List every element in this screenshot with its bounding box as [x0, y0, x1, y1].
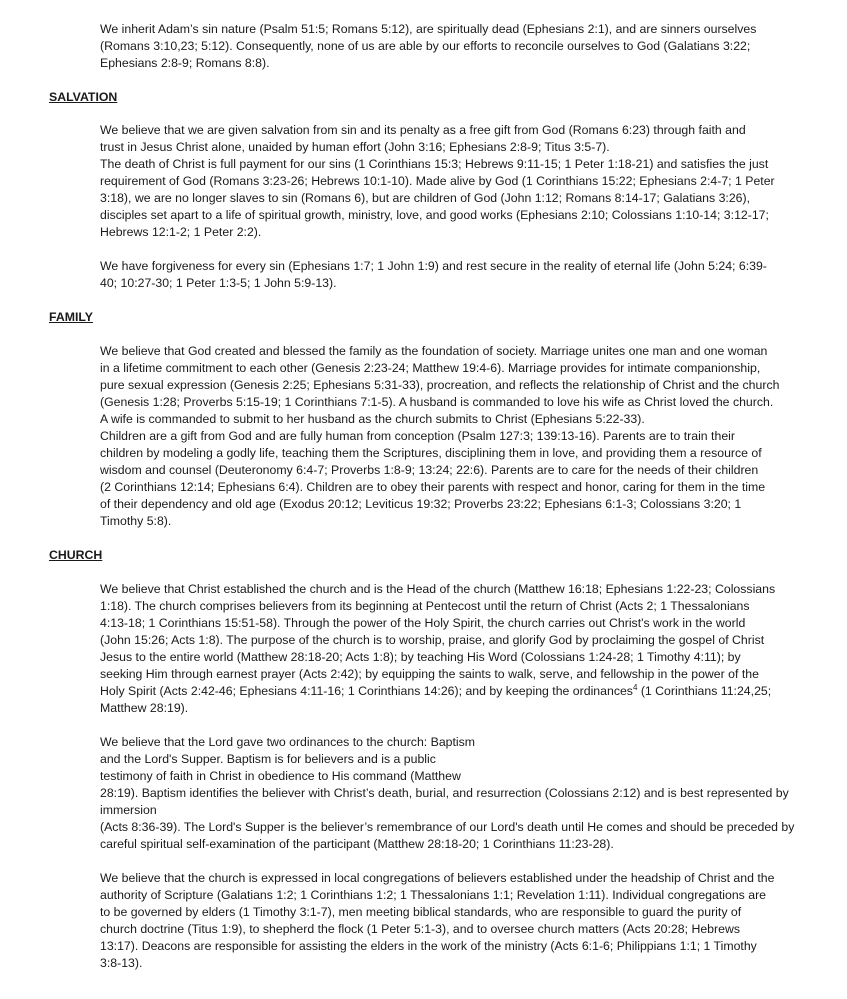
- salvation-line: 40; 10:27-30; 1 Peter 1:3-5; 1 John 5:9-13).: [100, 276, 337, 290]
- church-line: testimony of faith in Christ in obedience to His command (Matthew: [100, 769, 461, 783]
- church-heading: CHURCH: [49, 548, 103, 562]
- church-line: We believe that the church is expressed in local congregations of believers established under the headship of Christ and the: [100, 871, 775, 885]
- intro-line: We inherit Adam’s sin nature (Psalm 51:5; Romans 5:12), are spiritually dead (Ephesians 2:1), and are sinners ourselves: [100, 22, 757, 36]
- church-line: Matthew 28:19).: [100, 701, 189, 715]
- family-line: pure sexual expression (Genesis 2:25; Ephesians 5:31-33), procreation, and reflects the relationship of Christ and the church: [100, 378, 780, 392]
- church-line: seeking Him through earnest prayer (Acts 2:42); by equipping the saints to walk, serve, and fellowship in the power of the: [100, 667, 759, 681]
- family-line: (2 Corinthians 12:14; Ephesians 6:4). Children are to obey their parents with respect and honor, caring for them in the time: [100, 480, 766, 494]
- footnote-marker: 4: [632, 682, 638, 692]
- family-line: wisdom and counsel (Deuteronomy 6:4-7; Proverbs 1:8-9; 13:24; 22:6). Parents are to care for the needs of their children: [100, 463, 759, 477]
- church-line: We believe that the Lord gave two ordinances to the church: Baptism: [100, 735, 476, 749]
- church-line: We believe that Christ established the church and is the Head of the church (Matthew 16:18; Ephesians 1:22-23; Colossians: [100, 582, 776, 596]
- family-line: children by modeling a godly life, teaching them the Scriptures, disciplining them in love, and providing them a resource of: [100, 446, 762, 460]
- family-heading: FAMILY: [49, 310, 93, 324]
- church-line: Jesus to the entire world (Matthew 28:18-20; Acts 1:8); by teaching His Word (Colossians 1:24-28; 1 Timothy 4:11); by: [100, 650, 741, 664]
- family-line: of their dependency and old age (Exodus 20:12; Leviticus 19:32; Proverbs 23:22; Ephesians 6:1-3; Colossians 3:20; 1: [100, 497, 742, 511]
- church-line: 13:17). Deacons are responsible for assisting the elders in the work of the ministry (Acts 6:1-6; Philippians 1:1; 1 Timothy: [100, 939, 757, 953]
- family-line: Children are a gift from God and are fully human from conception (Psalm 127:3; 139:13-16). Parents are to train their: [100, 429, 735, 443]
- church-line: and the Lord's Supper. Baptism is for believers and is a public: [100, 752, 436, 766]
- church-line-text: (1 Corinthians 11:24,25;: [637, 684, 772, 698]
- church-line: 1:18). The church comprises believers from its beginning at Pentecost until the return of Christ (Acts 2; 1 Thessalonians: [100, 599, 750, 613]
- salvation-heading: SALVATION: [49, 90, 118, 104]
- salvation-line: The death of Christ is full payment for our sins (1 Corinthians 15:3; Hebrews 9:11-15; 1 Peter 1:18-21) and satisfies the just: [100, 157, 769, 171]
- church-line: careful spiritual self-examination of the participant (Matthew 28:18-20; 1 Corinthians 11:23-28).: [100, 837, 614, 851]
- church-line: authority of Scripture (Galatians 1:2; 1 Corinthians 1:2; 1 Thessalonians 1:1; Revelation 1:11). Individual congregations are: [100, 888, 767, 902]
- salvation-line: Hebrews 12:1-2; 1 Peter 2:2).: [100, 225, 262, 239]
- church-line: (John 15:26; Acts 1:8). The purpose of the church is to worship, praise, and glorify God by proclaiming the gospel of Christ: [100, 633, 765, 647]
- church-line: [100, 683, 771, 700]
- family-line: We believe that God created and blessed the family as the foundation of society. Marriage unites one man and one woman: [100, 344, 768, 358]
- church-line: 28:19). Baptism identifies the believer with Christ’s death, burial, and resurrection (Colossians 2:12) and is best represented by: [100, 786, 789, 800]
- family-line: in a lifetime commitment to each other (Genesis 2:23-24; Matthew 19:4-6). Marriage provides for intimate companionship,: [100, 361, 761, 375]
- salvation-line: We have forgiveness for every sin (Ephesians 1:7; 1 John 1:9) and rest secure in the reality of eternal life (John 5:24; 6:39-: [100, 259, 767, 273]
- church-line: (Acts 8:36-39). The Lord's Supper is the believer’s remembrance of our Lord's death until He comes and should be preceded by: [100, 820, 795, 834]
- salvation-line: trust in Jesus Christ alone, unaided by human effort (John 3:16; Ephesians 2:8-9; Titus 3:5-7).: [100, 140, 610, 154]
- church-line: 4:13-18; 1 Corinthians 15:51-58). Through the power of the Holy Spirit, the church carries out Christ's work in the world: [100, 616, 746, 630]
- church-line: 3:8-13).: [100, 956, 143, 970]
- salvation-line: 3:18), we are no longer slaves to sin (Romans 6), but are children of God (John 1:12; Romans 8:14-17; Galatians 3:26),: [100, 191, 751, 205]
- church-line-text: Holy Spirit (Acts 2:42-46; Ephesians 4:11-16; 1 Corinthians 14:26); and by keeping the ordinances: [100, 684, 633, 698]
- family-line: (Genesis 1:28; Proverbs 5:15-19; 1 Corinthians 7:1-5). A husband is commanded to love his wife as Christ loved the church.: [100, 395, 774, 409]
- intro-line: Ephesians 2:8-9; Romans 8:8).: [100, 56, 270, 70]
- salvation-line: disciples set apart to a life of spiritual growth, ministry, love, and good works (Ephesians 2:10; Colossians 1:10-14; 3:12-17;: [100, 208, 769, 222]
- church-line: immersion: [100, 803, 157, 817]
- salvation-line: We believe that we are given salvation from sin and its penalty as a free gift from God (Romans 6:23) through faith and: [100, 123, 746, 137]
- church-line: to be governed by elders (1 Timothy 3:1-7), men meeting biblical standards, who are responsible to guard the purity of: [100, 905, 742, 919]
- salvation-line: requirement of God (Romans 3:23-26; Hebrews 10:1-10). Made alive by God (1 Corinthians 15:22; Ephesians 2:4-7; 1 Peter: [100, 174, 775, 188]
- intro-line: (Romans 3:10,23; 5:12). Consequently, none of us are able by our efforts to reconcile ourselves to God (Galatians 3:22;: [100, 39, 751, 53]
- family-line: A wife is commanded to submit to her husband as the church submits to Christ (Ephesians 5:22-33).: [100, 412, 645, 426]
- family-line: Timothy 5:8).: [100, 514, 172, 528]
- church-line: church doctrine (Titus 1:9), to shepherd the flock (1 Peter 5:1-3), and to oversee church matters (Acts 20:28; Hebrews: [100, 922, 740, 936]
